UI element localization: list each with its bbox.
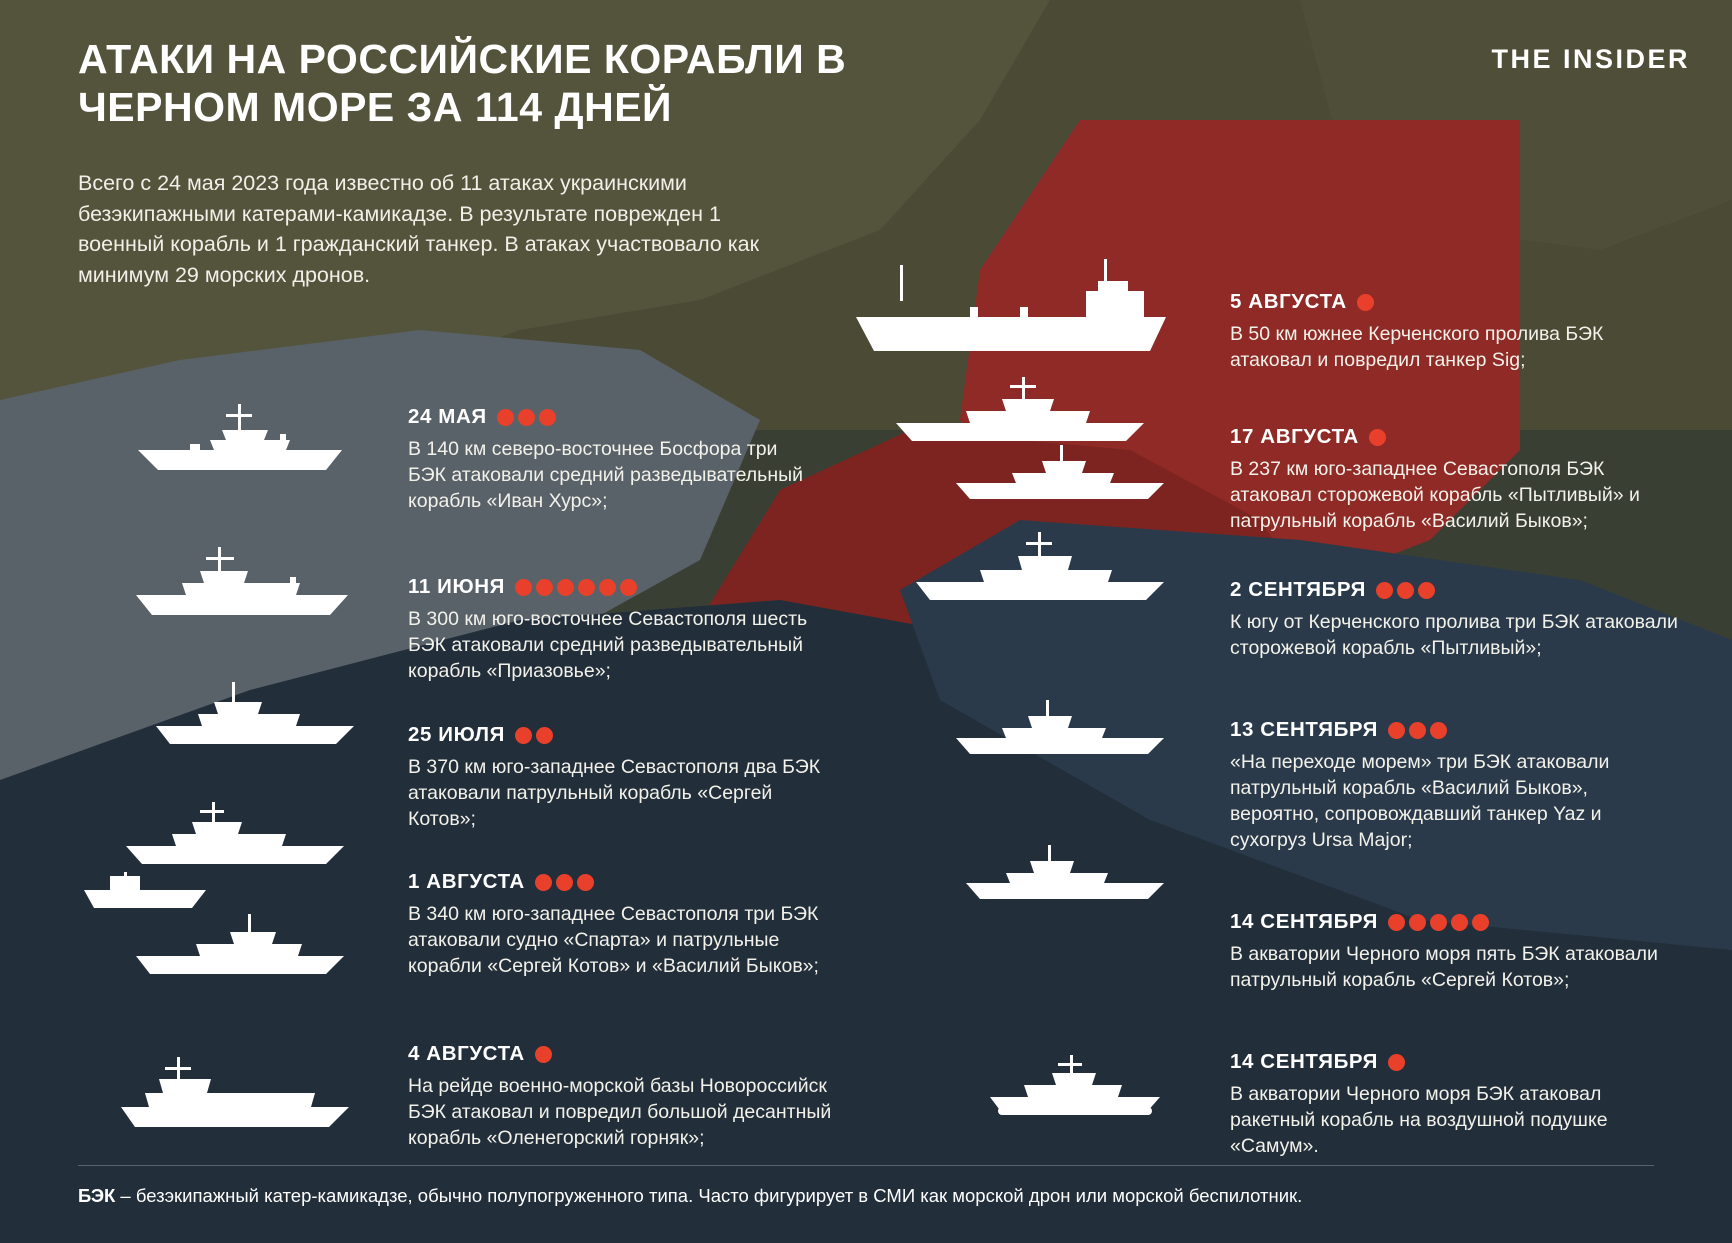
event-5-august	[1230, 290, 1670, 373]
ship-silhouette-priazovye	[130, 545, 355, 625]
ship-silhouette-1august-warship	[120, 800, 350, 870]
ship-silhouette-tanker-sig	[850, 255, 1170, 365]
ship-silhouette-sergey-kotov	[150, 680, 360, 752]
ship-silhouette-olenegorsky-gornyak	[115, 1055, 355, 1133]
ship-silhouette-13september-patrol	[950, 700, 1170, 756]
ship-silhouette-17august-warship	[890, 375, 1150, 445]
event-date-row	[408, 1042, 848, 1066]
event-date: 5 АВГУСТА	[1230, 290, 1347, 313]
drone-count-dots	[515, 579, 637, 596]
event-description: «На переходе морем» три БЭК атаковали патрульный корабль «Василий Быков», вероятно, сопровождавший танкер Yaz и сухогруз Ursa Major;	[1230, 751, 1610, 852]
footer-divider	[78, 1165, 1654, 1166]
event-date-row	[408, 723, 838, 747]
drone-count-dots	[1376, 582, 1435, 599]
event-date: 25 ИЮЛЯ	[408, 723, 505, 746]
event-2-september	[1230, 578, 1680, 661]
footnote-term: БЭК	[78, 1185, 116, 1206]
event-description: В 140 км северо-восточнее Босфора три БЭК атаковали средний разведывательный корабль «Иван Хурс»;	[408, 438, 804, 513]
event-date: 1 АВГУСТА	[408, 870, 525, 893]
event-date-row	[1230, 290, 1670, 314]
event-description: В 370 км юго-западнее Севастополя два БЭК атаковали патрульный корабль «Сергей Котов»;	[408, 756, 821, 831]
event-date: 14 СЕНТЯБРЯ	[1230, 1050, 1378, 1073]
drone-count-dots	[1369, 429, 1386, 446]
event-17-august	[1230, 425, 1680, 534]
event-14-september-a	[1230, 910, 1680, 993]
event-24-may	[408, 405, 808, 514]
event-description: В акватории Черного моря пять БЭК атаковали патрульный корабль «Сергей Котов»;	[1230, 943, 1658, 992]
drone-count-dots	[497, 409, 556, 426]
event-description: В 237 км юго-западнее Севастополя БЭК атаковал сторожевой корабль «Пытливый» и патрульный корабль «Василий Быков»;	[1230, 458, 1640, 533]
event-date-row	[1230, 578, 1680, 602]
event-description: В 340 км юго-западнее Севастополя три БЭК атаковали судно «Спарта» и патрульные корабли «Сергей Котов» и «Василий Быков»;	[408, 903, 819, 978]
ship-silhouette-samum	[980, 1055, 1170, 1125]
event-date: 24 МАЯ	[408, 405, 487, 428]
drone-count-dots	[1388, 1054, 1405, 1071]
drone-count-dots	[1357, 294, 1374, 311]
event-11-june	[408, 575, 808, 684]
footnote	[78, 1185, 1678, 1207]
drone-count-dots	[1388, 914, 1489, 931]
event-description: К югу от Керченского пролива три БЭК атаковали сторожевой корабль «Пытливый»;	[1230, 611, 1678, 660]
event-date: 14 СЕНТЯБРЯ	[1230, 910, 1378, 933]
event-description: В 300 км юго-восточнее Севастополя шесть БЭК атаковали средний разведывательный корабль «Приазовье»;	[408, 608, 808, 683]
event-date-row	[408, 575, 808, 599]
event-description: В 50 км южнее Керченского пролива БЭК атаковал и повредил танкер Sig;	[1230, 323, 1604, 372]
ship-silhouette-14september-patrol	[960, 845, 1170, 901]
event-description: На рейде военно-морской базы Новороссийск БЭК атаковал и повредил большой десантный корабль «Оленегорский горняк»;	[408, 1075, 832, 1150]
ship-silhouette-vasiliy-bykov	[130, 912, 350, 980]
page-title: АТАКИ НА РОССИЙСКИЕ КОРАБЛИ В ЧЕРНОМ МОРЕ ЗА 114 ДНЕЙ	[78, 36, 847, 130]
event-4-august	[408, 1042, 848, 1151]
drone-count-dots	[535, 874, 594, 891]
event-date: 17 АВГУСТА	[1230, 425, 1359, 448]
drone-count-dots	[515, 727, 553, 744]
ship-silhouette-17august-patrol	[950, 445, 1170, 501]
event-description: В акватории Черного моря БЭК атаковал ракетный корабль на воздушной подушке «Самум».	[1230, 1083, 1608, 1158]
event-date-row	[1230, 910, 1680, 934]
intro-paragraph: Всего с 24 мая 2023 года известно об 11 атаках украинскими безэкипажными катерами-камикадзе. В результате поврежден 1 военный корабль и 1 гражданский танкер. В атаках участвовало как минимум 29 морских дронов.	[78, 171, 760, 287]
event-date: 2 СЕНТЯБРЯ	[1230, 578, 1366, 601]
drone-count-dots	[1388, 722, 1447, 739]
event-date-row	[1230, 718, 1680, 742]
ship-silhouette-pytlivyy	[910, 530, 1170, 604]
event-25-july	[408, 723, 838, 832]
event-date-row	[1230, 1050, 1680, 1074]
event-date-row	[408, 405, 808, 429]
event-14-september-b	[1230, 1050, 1680, 1159]
event-13-september	[1230, 718, 1680, 854]
ship-silhouette-ivan-hurs	[130, 400, 350, 480]
event-date-row	[1230, 425, 1680, 449]
event-date: 4 АВГУСТА	[408, 1042, 525, 1065]
event-1-august	[408, 870, 838, 979]
footnote-text: – безэкипажный катер-камикадзе, обычно полупогруженного типа. Часто фигурирует в СМИ как морской дрон или морской беспилотник.	[115, 1185, 1303, 1206]
event-date: 13 СЕНТЯБРЯ	[1230, 718, 1378, 741]
event-date-row	[408, 870, 838, 894]
drone-count-dots	[535, 1046, 552, 1063]
brand-logo: THE INSIDER	[1491, 44, 1690, 74]
event-date: 11 ИЮНЯ	[408, 575, 505, 598]
